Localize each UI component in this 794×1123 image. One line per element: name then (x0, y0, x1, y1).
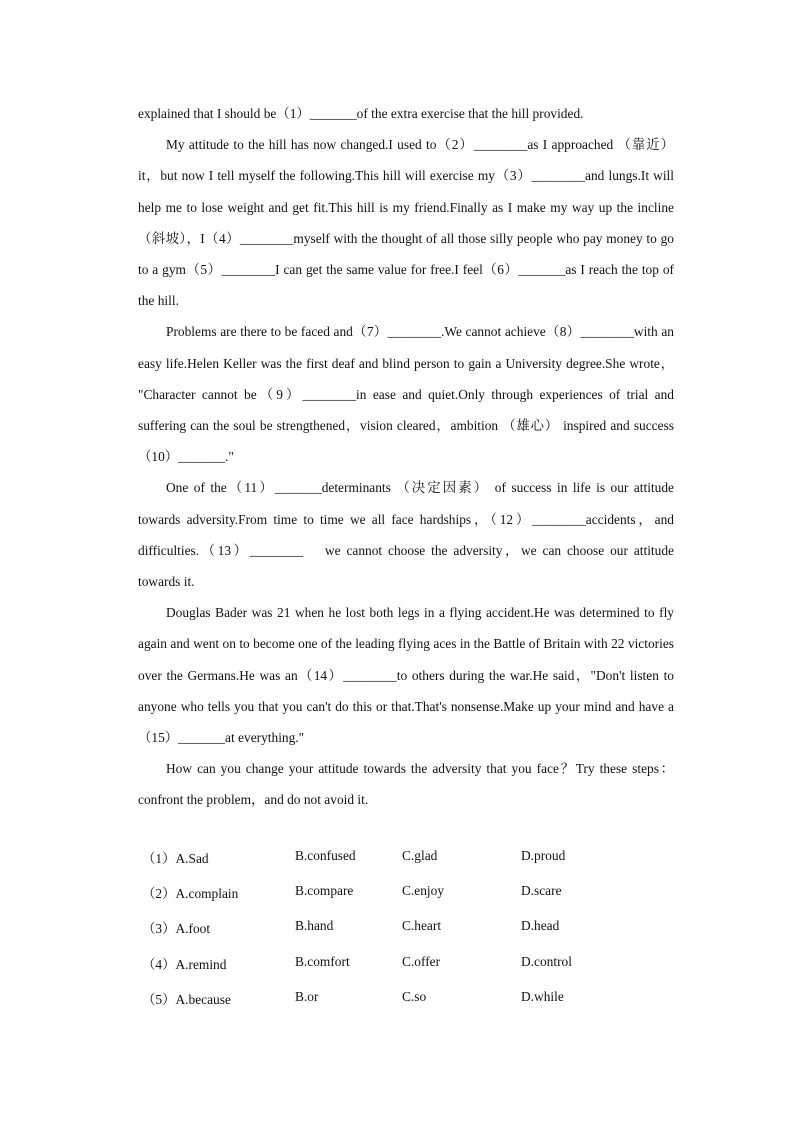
option-d: D.while (521, 988, 564, 1004)
option-c: C.so (402, 988, 427, 1004)
paragraph-6: How can you change your attitude towards the adversity that you face？Try these steps：confront the problem，and do not avoid it. (138, 761, 674, 808)
option-b: B.or (295, 988, 319, 1004)
option-c: C.offer (402, 953, 441, 969)
option-row-4 (138, 954, 674, 989)
option-d: D.scare (521, 883, 562, 899)
option-a: （1）A.Sad (142, 851, 209, 866)
option-row-5 (138, 989, 674, 1024)
paragraph-2: My attitude to the hill has now changed.I used to（2）________as I approached （靠近）it，but now I tell myself the following.This hill will exercise my（3）________and lungs.It will help me to lose weight and get fit.This hill is my friend.Finally as I make my way up the incline （斜坡），I（4）________myself with the thought of all those silly people who pay money to go to a gym（5）________I can get the same value for free.I feel（6）_______as I reach the top of the hill. (138, 137, 674, 309)
option-d: D.head (521, 918, 560, 934)
option-b: B.comfort (295, 953, 350, 969)
option-b: B.compare (295, 883, 354, 899)
option-a: （3）A.foot (142, 921, 211, 937)
option-c: C.glad (402, 848, 438, 863)
paragraph-4: One of the（11）_______determinants （决定因素） of success in life is our attitude towards adversity.From time to time we all face hardships，（12）________accidents，and difficulties.（13）________ we cannot choose the adversity，we can choose our attitude towards it. (138, 480, 674, 590)
paragraph-3: Problems are there to be faced and（7）________.We cannot achieve（8）________with an easy life.Helen Keller was the first deaf and blind person to gain a University degree.She wrote， "Character cannot be（9）________in ease and quiet.Only through experiences of trial and suffering can the soul be strengthened，vision cleared，ambition （雄心） inspired and success（10）_______." (138, 324, 674, 465)
option-row-3 (138, 918, 674, 953)
paragraph-5: Douglas Bader was 21 when he lost both legs in a flying accident.He was determined to fly again and went on to become one of the leading flying aces in the Battle of Britain with 22 victories over the Germans.He was an（14）________to others during the war.He said，"Don't listen to anyone who tells you that you can't do this or that.That's nonsense.Make up your mind and have a（15）_______at everything." (138, 605, 674, 746)
option-a: （2）A.complain (142, 886, 239, 902)
answer-options (138, 848, 674, 1024)
option-a: （4）A.remind (142, 956, 227, 972)
option-a: （5）A.because (142, 991, 231, 1007)
paragraph-1: explained that I should be（1）_______of the extra exercise that the hill provided. (138, 106, 584, 121)
option-d: D.proud (521, 848, 566, 863)
option-d: D.control (521, 953, 572, 969)
passage (138, 98, 674, 816)
option-b: B.confused (295, 848, 356, 863)
option-row-2 (138, 883, 674, 918)
option-c: C.enjoy (402, 883, 445, 899)
option-c: C.heart (402, 918, 442, 934)
option-row-1 (138, 848, 674, 883)
option-b: B.hand (295, 918, 334, 934)
